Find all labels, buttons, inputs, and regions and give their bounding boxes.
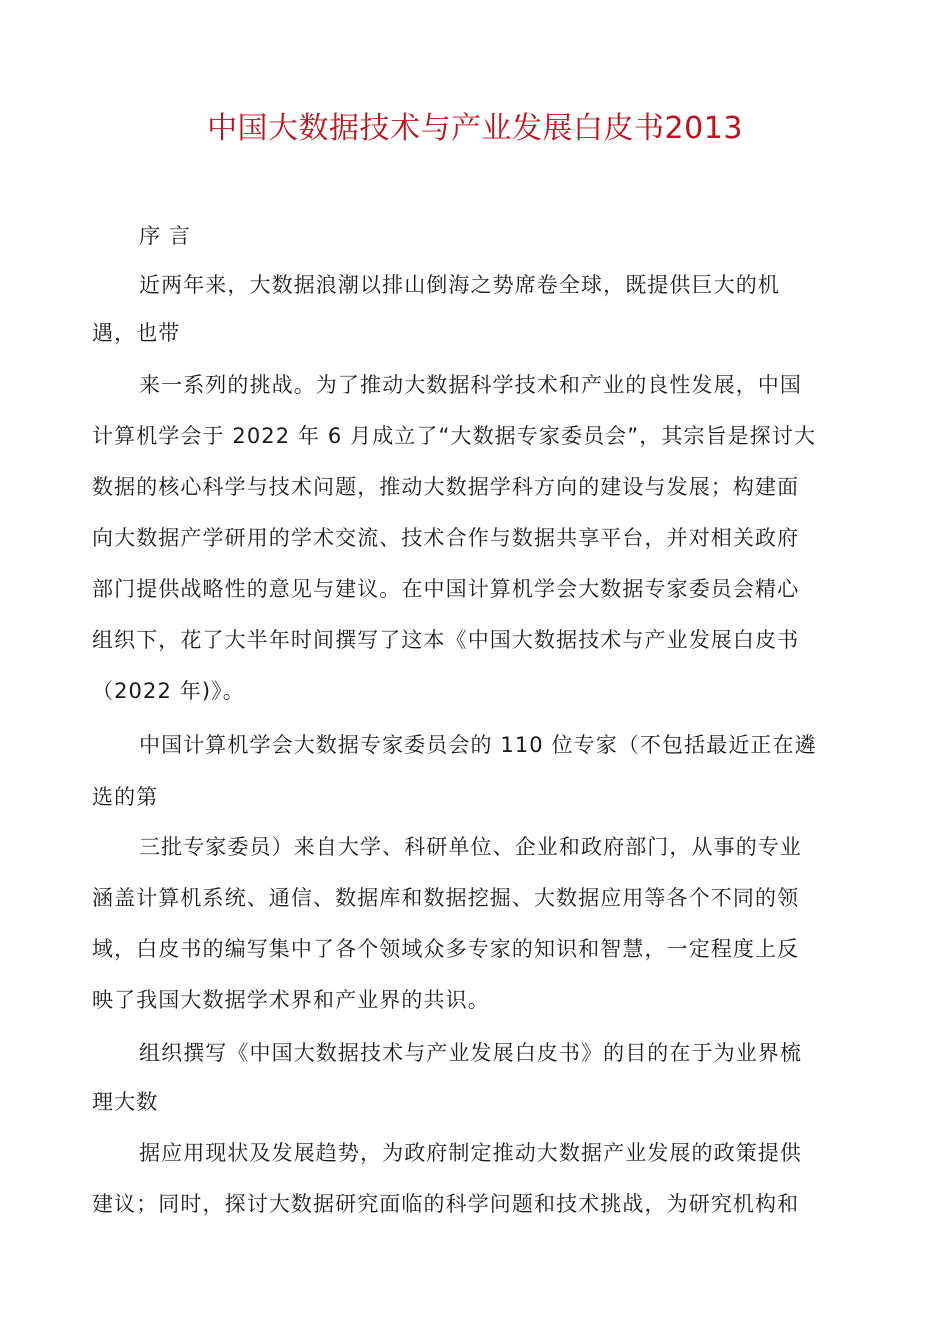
text-line: 选的第 bbox=[92, 785, 159, 809]
text-line: 数据的核心科学与技术问题，推动大数据学科方向的建设与发展；构建面 bbox=[92, 475, 800, 499]
text-line: （2022 年)》。 bbox=[92, 679, 245, 703]
text-line: 组织撰写《中国大数据技术与产业发展白皮书》的目的在于为业界梳 bbox=[139, 1041, 802, 1065]
text-line: 涵盖计算机系统、通信、数据库和数据挖掘、大数据应用等各个不同的领 bbox=[92, 886, 800, 910]
text-line: 中国计算机学会大数据专家委员会的 110 位专家（不包括最近正在遴 bbox=[139, 733, 817, 757]
document-title: 中国大数据技术与产业发展白皮书2013 bbox=[207, 111, 743, 146]
text-line: 近两年来，大数据浪潮以排山倒海之势席卷全球，既提供巨大的机 bbox=[139, 273, 780, 297]
text-line: 组织下，花了大半年时间撰写了这本《中国大数据技术与产业发展白皮书 bbox=[92, 628, 800, 652]
text-line: 映了我国大数据学术界和产业界的共识。 bbox=[92, 988, 490, 1012]
text-line: 域，白皮书的编写集中了各个领域众多专家的知识和智慧，一定程度上反 bbox=[92, 937, 800, 961]
text-line: 计算机学会于 2022 年 6 月成立了“大数据专家委员会”，其宗旨是探讨大 bbox=[92, 424, 817, 448]
text-line: 理大数 bbox=[92, 1090, 159, 1114]
text-line: 据应用现状及发展趋势，为政府制定推动大数据产业发展的政策提供 bbox=[139, 1141, 802, 1165]
text-line: 遇，也带 bbox=[92, 321, 181, 345]
text-line: 建议；同时，探讨大数据研究面临的科学问题和技术挑战，为研究机构和 bbox=[92, 1192, 800, 1216]
text-line: 部门提供战略性的意见与建议。在中国计算机学会大数据专家委员会精心 bbox=[92, 577, 800, 601]
text-line: 三批专家委员）来自大学、科研单位、企业和政府部门，从事的专业 bbox=[139, 835, 802, 859]
preface-heading: 序 言 bbox=[139, 224, 191, 248]
text-line: 向大数据产学研用的学术交流、技术合作与数据共享平台，并对相关政府 bbox=[92, 526, 800, 550]
text-line: 来一系列的挑战。为了推动大数据科学技术和产业的良性发展，中国 bbox=[139, 373, 802, 397]
